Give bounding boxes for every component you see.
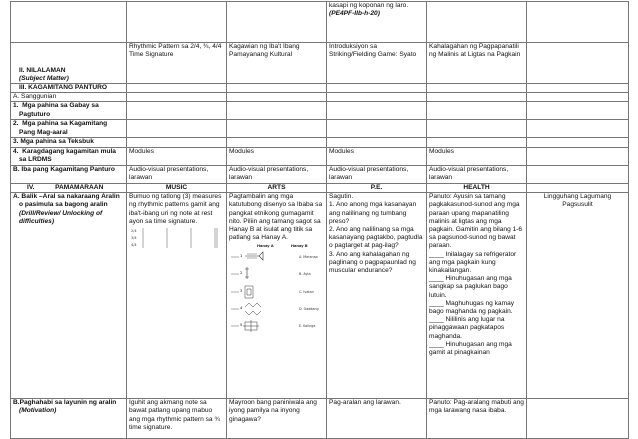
pe-line-2: 1. Ano anong mga kasanayan ang nalilinang ng tumbang preso? — [329, 201, 419, 225]
teksbuk-label: 3. Mga pahina sa Teksbuk — [11, 138, 127, 147]
pe-objective-text: kasapi ng koponan ng laro. — [329, 2, 409, 9]
health-line-3: ____ Hinuhugasan ang mga sangkap sa paglukan bago lutuin. — [429, 275, 514, 299]
pe-line-4: 3. Ano ang kahalagahan ng paglinang o pagpapaunlad ng muscular endurance? — [329, 250, 418, 275]
header-arts: ARTS — [227, 183, 327, 193]
weekly-summative-test: Lingguhang Lagumang Pagsusulit — [527, 193, 629, 399]
paghahabi-label-cell: B.Paghahabi sa layunin ng aralin (Motivation) — [11, 399, 127, 439]
nilalaman-pe: Introduksiyon sa Striking/Fielding Game: Syato — [327, 43, 427, 84]
health-line-6: ____ Hinuhugasan ang mga gamit at pinagkainan — [429, 340, 514, 357]
svg-text:1: 1 — [240, 254, 243, 259]
measure-ts-3: 4/4 — [131, 243, 137, 248]
design-answer-3: C. Ivatan — [299, 290, 314, 295]
karagdagang-label-cell: 4. Karagdagang kagamitan mula sa LRDMS — [11, 147, 127, 165]
pe-objective-code: (PE4PF-IIb-h-20) — [329, 10, 380, 18]
kagamitan-label: III. KAGAMITANG PANTURO — [11, 84, 127, 93]
sanggunian-label: A. Sanggunian — [11, 93, 127, 102]
karagdagang-row — [11, 147, 629, 165]
health-line-1: Panuto: Ayusin sa tamang pagkakasunod-sunod ang mga paraan upang mapanatiling malinis at ligtas ang mga pagkain. Gamitin ang bilang 1-6 sa pagsunod-sunod ng bawat paraan. — [429, 193, 524, 250]
lesson-plan-table — [10, 1, 629, 439]
balik-aral-music-cell — [127, 193, 227, 399]
svg-text:4: 4 — [240, 306, 243, 311]
nilalaman-row — [11, 43, 629, 84]
health-line-2: ____ Inilalagay sa refrigerator ang mga pagkain kung kinakailangan. — [429, 250, 519, 275]
kagamitan-row — [11, 84, 629, 93]
pe-objective-cell — [327, 2, 427, 43]
rhythm-measures-diagram — [129, 226, 223, 250]
pe-line-3: 2. Ano ang nalilinang sa mga kasanayang pagtakbo, pagtudla o pagtarget at pag-ilag? — [329, 226, 425, 250]
design-answer-5: E. Kalinga — [299, 324, 316, 329]
kagamitang-mag-aaral-label-cell: 2. Mga pahina sa Kagamitang Pang Mag-aaral — [11, 120, 127, 138]
teksbuk-row — [11, 138, 629, 147]
paghahabi-pe: Pag-aralan ang larawan. — [327, 399, 427, 439]
pamamaraan-title: PAMAMARAAN — [55, 183, 104, 191]
pamamaraan-num: IV. — [27, 183, 35, 191]
sanggunian-row — [11, 93, 629, 102]
balik-aral-label-cell: A. Balik –Aral sa nakaraang Aralin o pasimula sa bagong aralin (Drill/Review/ Unlocking of difficulties) — [11, 193, 127, 399]
paghahabi-row — [11, 399, 629, 439]
gabay-label-cell: 1. Mga pahina sa Gabay sa Pagtuturo — [11, 102, 127, 120]
header-health: HEALTH — [427, 183, 527, 193]
paghahabi-music: Iguhit ang akmang note sa bawat patlang upang mabuo ang mga rhythmic pattern sa ¾ time signature. — [127, 399, 227, 439]
svg-text:3: 3 — [240, 289, 243, 294]
nilalaman-music: Rhythmic Pattern sa 2/4, ¾, 4/4 Time Signature — [127, 43, 227, 84]
nilalaman-label-cell — [11, 43, 127, 84]
objectives-continuation-row — [11, 2, 629, 43]
karagdagang-music: Modules — [127, 147, 227, 165]
karagdagang-arts: Modules — [227, 147, 327, 165]
pe-line-1: Sagutin. — [329, 193, 354, 201]
design-item-3 — [231, 286, 314, 298]
iba-pang-health: Audio-visual presentations, larawan — [427, 165, 527, 183]
balik-aral-music-text: Bumuo ng tatlong (3) measures ng rhythmic patterns gamit ang iba't-ibang uri ng note at rest ayon sa time signature. — [129, 193, 224, 225]
measure-ts-2: 3/4 — [131, 236, 137, 241]
design-item-5 — [231, 320, 315, 332]
balik-aral-row — [11, 193, 629, 399]
balik-aral-health-cell — [427, 193, 527, 399]
nilalaman-health: Kahalagahan ng Pagpapanatili ng Malinis at Ligtas na Pagkain — [427, 43, 527, 84]
hanay-b-label: Hanay B — [291, 244, 308, 249]
balik-aral-arts-text: Pagtambalin ang mga katutubong disenyo sa Ibaba sa pangkat etnikong gumagamit nito. Piliin ang tamang sagot sa Hanay B at isulat ang titik sa patlang sa Hanay A. — [229, 193, 324, 242]
nilalaman-label: II. NILALAMAN — [19, 66, 66, 74]
design-answer-4: D. Gaddang — [299, 307, 319, 312]
iba-pang-pe: Audio-visual presentations, larawan — [327, 165, 427, 183]
nilalaman-arts: Kagawian ng Iba't Ibang Pamayanang Kultural — [227, 43, 327, 84]
balik-aral-arts-cell — [227, 193, 327, 399]
karagdagang-pe: Modules — [327, 147, 427, 165]
pamamaraan-header-cell — [11, 183, 127, 193]
design-answer-2: B. Ayta — [299, 272, 311, 277]
svg-text:2: 2 — [240, 271, 243, 276]
paghahabi-health: Panuto: Pag-aralang mabuti ang mga larawang nasa ibaba. — [427, 399, 527, 439]
balik-aral-pe-cell — [327, 193, 427, 399]
design-item-1 — [231, 252, 318, 260]
iba-pang-label: B. Iba pang Kagamitang Panturo — [11, 165, 127, 183]
design-item-4 — [231, 303, 319, 315]
kagamitang-mag-aaral-row — [11, 120, 629, 138]
design-answer-1: A. Maranao — [299, 255, 318, 260]
measure-ts-1: 2/4 — [131, 229, 137, 234]
header-pe: P.E. — [327, 183, 427, 193]
pamamaraan-header-row — [11, 183, 629, 193]
iba-pang-row — [11, 165, 629, 183]
gabay-row — [11, 102, 629, 120]
health-line-5: ____ Nililinis ang lugar na pinaggawaan pagkatapos maghanda. — [429, 316, 507, 340]
health-line-4: ____ Maghuhugas ng kamay bago maghanda ng pagkain. — [429, 299, 516, 316]
iba-pang-arts: Audio-visual presentations, larawan — [227, 165, 327, 183]
header-music: MUSIC — [127, 183, 227, 193]
iba-pang-music: Audio-visual presentations, larawan — [127, 165, 227, 183]
svg-text:5: 5 — [240, 323, 243, 328]
hanay-a-label: Hanay A — [257, 244, 274, 249]
design-item-2 — [231, 267, 311, 279]
karagdagang-health: Modules — [427, 147, 527, 165]
design-matching-diagram — [229, 242, 325, 332]
paghahabi-arts: Mayroon bang paniniwala ang iyong pamilya na inyong ginagawa? — [227, 399, 327, 439]
nilalaman-sublabel: (Subject Matter) — [19, 74, 69, 82]
